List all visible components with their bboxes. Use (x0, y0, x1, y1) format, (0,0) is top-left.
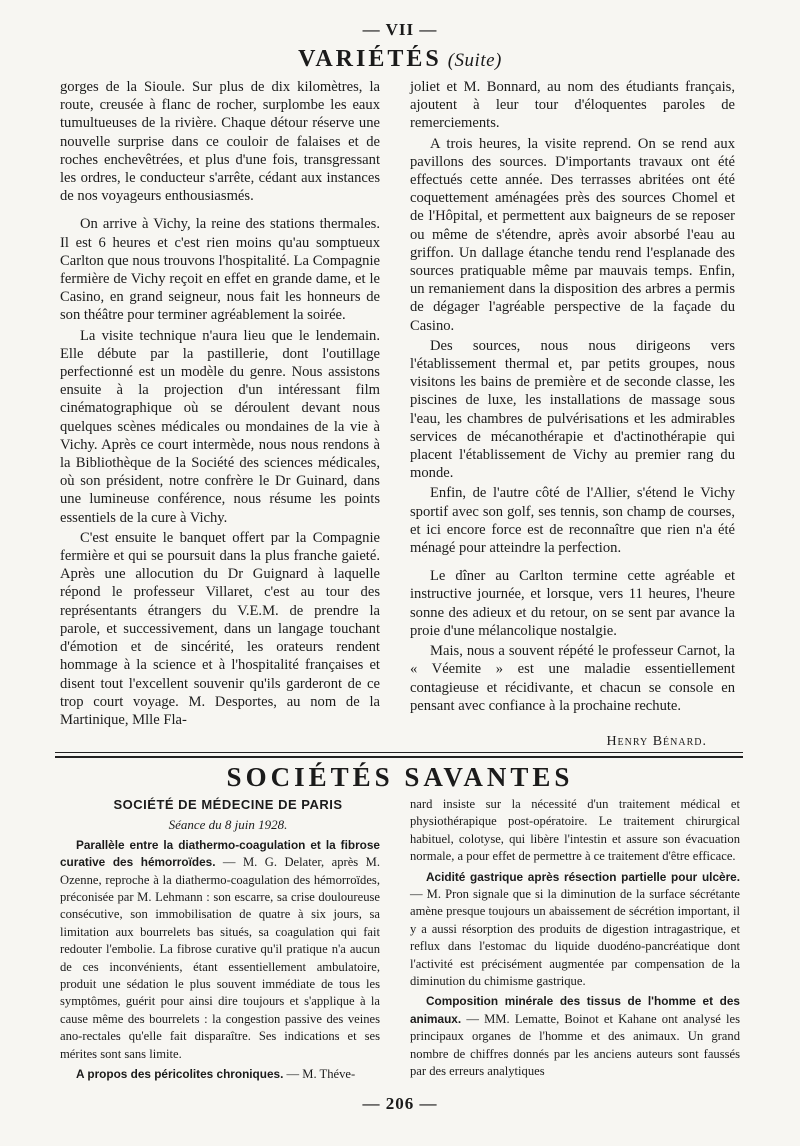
varietes-title: VARIÉTÉS (298, 46, 442, 72)
paragraph: Des sources, nous nous dirigeons vers l'établissement thermal et, par petits groupes, nous visitons les bains de première et de seconde classe, les piscines de luxe, les installations de massage sous l'eau, les chambres de pulvérisations et les admirables services de mécanothérapie et d'actinothérapie qui placent l'établissement de Vichy au premier rang du monde. (410, 337, 735, 482)
varietes-column-right (410, 78, 735, 751)
abstract-title: Composition minérale des tissus de l'homme et des animaux. (410, 994, 740, 1026)
abstract-text: — MM. Lematte, Boinot et Kahane ont analysé les principaux organes de l'homme et des animaux. Un grand nombre de chiffres donnés par les anciens auteurs sont faussés par des erreurs analytiques (410, 1011, 740, 1079)
paragraph: C'est ensuite le banquet offert par la Compagnie fermière et qui se poursuit dans la plus franche gaieté. Après une allocution du Dr Guignard à laquelle répond le professeur Villaret, c'est au tour des représentants étrangers du V.E.M. de prendre la parole, et successivement, dans un langage touchant d'émotion et de sincérité, les orateurs rendent hommage à la science et à l'hospitalité françaises et disent tout l'excellent souvenir qu'ils garderont de ce trop court voyage. M. Desportes, au nom de la Martinique, Mlle Fla- (60, 529, 380, 728)
paragraph: La visite technique n'aura lieu que le lendemain. Elle débute par la pastillerie, dont l'outillage perfectionné est un modèle du genre. Nous assistons ensuite à la projection d'un intéressant film cinématographique où se déroulent devant nous quelques scènes médicales ou mondaines de la vie à Vichy. Après ce court intermède, nous nous rendons à la Bibliothèque de la Société des sciences médicales, où son président, notre confrère le Dr Guinard, dans une lumineuse conférence, nous résume les points essentiels de la cure à Vichy. (60, 327, 380, 526)
abstract-paragraph (60, 837, 380, 1063)
varietes-suite: (Suite) (447, 50, 502, 71)
abstract-title: Parallèle entre la diathermo-coagulation et la fibrose curative des hémorroïdes. (60, 837, 380, 870)
divider (55, 752, 743, 753)
abstract-title: Acidité gastrique après résection partielle pour ulcère. (426, 869, 740, 884)
paragraph: Mais, nous a souvent répété le professeur Carnot, la « Véemite » est une maladie essentiellement contagieuse et récidivante, et chacun se console en pensant avec confiance à la prochaine rechute. (410, 643, 735, 714)
page-number: — 206 — (362, 1094, 438, 1113)
society-name: SOCIÉTÉ DE MÉDECINE DE PARIS (113, 797, 343, 812)
divider (55, 756, 743, 758)
abstract-text: nard insiste sur la nécessité d'un traitement médical et physiothérapique post-opératoire. Le traitement chirurgical habituel, colotyse, qui libère l'intestin et assure son évacuation normale, a pour effet de permettre à ce traitement d'être efficace. (410, 797, 740, 864)
varietes-column-left (60, 78, 380, 729)
abstract-text: — M. G. Delater, après M. Ozenne, reproche à la diathermo-coagulation des hémorroïdes, préconisée par M. Lehmann : son escarre, sa crise douloureuse consécutive, son immobilisation de quatre à six jours, sa limitation aux bourrelets bas situés, sa coagulation qui fait redouter l'embolie. La fibrose curative qu'il pratique n'a aucun de ces inconvénients, étant essentiellement ambulatoire, produit une sédation le plus souvent immédiate de tous les symptômes, guérit pour ainsi dire toujours et s'applique à la cause même des bourrelets : la congestion passive des veines ano-rectales qu'elle fait disparaître. Ses indications et ses mérites sont sans limite. (60, 855, 380, 1061)
section-heading-societes-savantes: SOCIÉTÉS SAVANTES (226, 762, 574, 792)
paragraph: Enfin, de l'autre côté de l'Allier, s'étend le Vichy sportif avec son golf, ses tennis, son champ de courses, et ici encore force est de reconnaître que rien n'a été ménagé pour atteindre la perfection. (410, 485, 735, 557)
abstract-text: — M. Pron signale que si la diminution de la surface sécrétante amène presque toujours un abaissement de sécrétion important, il y a aussi résorption des produits de digestion intragastrique, et reflux dans l'estomac du liquide duodéno-pancréatique dont l'activité est précisément augmentée par compensation de la diminution du chimisme gastrique. (410, 887, 740, 989)
section-heading-varietes (0, 46, 800, 73)
seance-date: Séance du 8 juin 1928. (168, 817, 288, 833)
paragraph: joliet et M. Bonnard, au nom des étudiants français, ajoutent à leur tour d'éloquentes paroles de remerciements. (410, 79, 735, 132)
abstract-title: A propos des péricolites chroniques. (76, 1067, 284, 1082)
societes-column-left (60, 796, 380, 1084)
paragraph: A trois heures, la visite reprend. On se rend aux pavillons des sources. D'importants travaux ont été effectués cette année. Des terrasses abritées ont été coquettement aménagées près des sources Chomel et de l'Hôpital, et permettent aux baigneurs de se reposer ou même de s'étendre, après avoir absorbé l'eau au griffon. Un dallage étanche tendu rend l'esplanade des sources pratiquable même par mauvais temps. Enfin, un remaniement dans la disposition des arbres a permis de dégager l'agréable perspective de la façade du Casino. (410, 135, 735, 334)
abstract-paragraph (60, 1066, 380, 1083)
abstract-text: — M. Théve- (283, 1067, 356, 1082)
paragraph: On arrive à Vichy, la reine des stations thermales. Il est 6 heures et c'est rien moins qu'au somptueux Carlton que nous trouvons l'hospitalité. La Compagnie fermière de Vichy reçoit en effet en grande dame, et le Casino, en grand seigneur, nous fait les honneurs de son théâtre pour terminer agréablement la soirée. (60, 216, 380, 324)
roman-page-number: — VII — (362, 20, 438, 39)
author-signature: Henry Bénard. (606, 733, 707, 749)
societes-column-right (410, 796, 740, 1081)
abstract-paragraph (410, 869, 740, 991)
paragraph: gorges de la Sioule. Sur plus de dix kilomètres, la route, creusée à flanc de rocher, surplombe les eaux tumultueuses de la rivière. Chaque détour réserve une nouvelle surprise dans ce couloir de falaises et de roches enchevêtrées, et plus d'une fois, transgressant les ordres, le conducteur s'arrête, cédant aux instances de nos voyageurs enthousiasmés. (60, 79, 380, 205)
paragraph: Le dîner au Carlton termine cette agréable et instructive journée, et lorsque, vers 11 heures, l'heure sonne des adieux et du retour, on se sent par avance la proie d'une mélancolique nostalgie. (410, 568, 735, 639)
abstract-paragraph (410, 796, 740, 866)
abstract-paragraph (410, 993, 740, 1080)
